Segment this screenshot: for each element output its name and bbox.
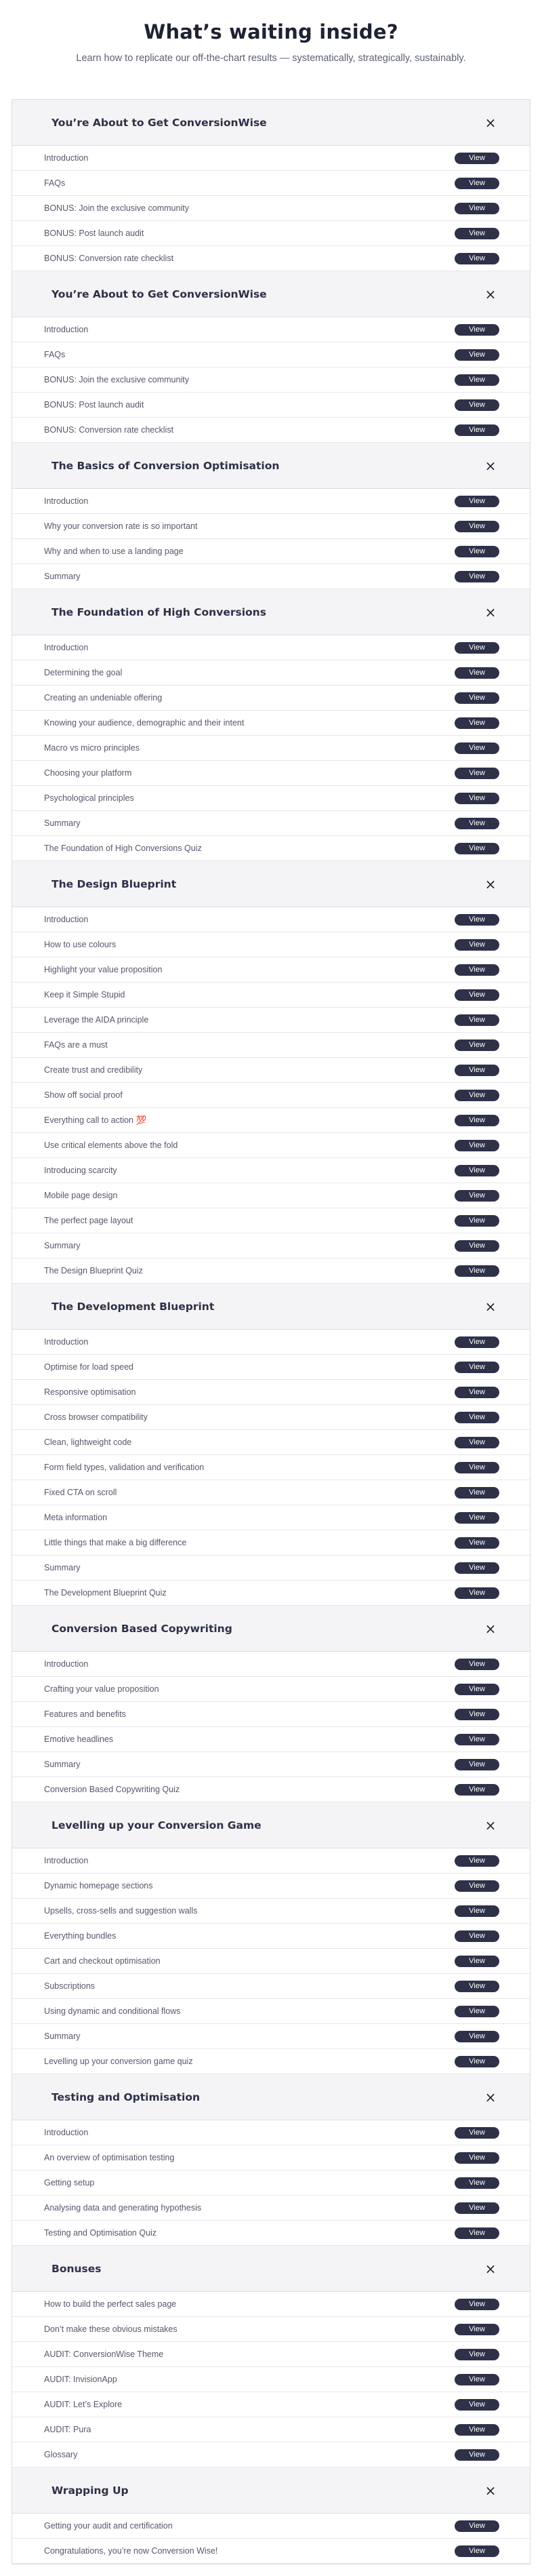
lesson-title: Subscriptions [44,1981,96,1991]
lesson-row [12,418,530,443]
lesson-title: BONUS: Conversion rate checklist [44,254,174,263]
lesson-title: Meta information [44,1513,108,1522]
module-title: You’re About to Get ConversionWise [51,116,267,129]
lesson-row [12,2292,530,2317]
lesson-title: Crafting your value proposition [44,1684,159,1694]
lesson-row [12,196,530,221]
module-header[interactable] [12,1284,530,1330]
view-button[interactable]: View [455,1437,499,1448]
lesson-row [12,1380,530,1405]
lesson-title: Introduction [44,643,89,652]
lesson-row [12,1505,530,1530]
page-title: What’s waiting inside? [144,20,398,43]
lesson-row [12,246,530,271]
lesson-row [12,1330,530,1355]
lesson-row [12,1208,530,1233]
lesson-row [12,907,530,932]
view-button[interactable]: View [455,2520,499,2532]
module-header[interactable] [12,2468,530,2514]
lesson-title: Don’t make these obvious mistakes [44,2324,178,2334]
curriculum-accordion [12,99,530,2564]
view-button[interactable]: View [455,1387,499,1398]
lesson-title: AUDIT: Let’s Explore [44,2400,123,2409]
lesson-title: Macro vs micro principles [44,743,140,753]
lesson-row [12,1530,530,1555]
lesson-row [12,489,530,514]
lesson-row [12,317,530,342]
lesson-row [12,1405,530,1430]
lesson-title: Conversion Based Copywriting Quiz [44,1785,180,1794]
lesson-row [12,1752,530,1777]
lesson-row [12,736,530,761]
view-button[interactable]: View [455,1265,499,1277]
lesson-title: Summary [44,818,81,828]
lesson-row [12,2145,530,2171]
lesson-title: The Design Blueprint Quiz [44,1266,143,1275]
lesson-row [12,1848,530,1874]
module-header[interactable] [12,271,530,317]
lesson-row [12,221,530,246]
lesson-row [12,368,530,393]
view-button[interactable]: View [455,1587,499,1599]
lesson-row [12,2392,530,2417]
lesson-title: FAQs [44,350,66,359]
lesson-title: Psychological principles [44,793,134,803]
lesson-title: BONUS: Join the exclusive community [44,203,189,213]
view-button[interactable]: View [455,843,499,854]
view-button[interactable]: View [455,546,499,557]
view-button[interactable]: View [455,818,499,829]
view-button[interactable]: View [455,1190,499,1202]
view-button[interactable]: View [455,1215,499,1227]
module-title: The Foundation of High Conversions [51,606,266,618]
lesson-title: Show off social proof [44,1090,123,1100]
lesson-row [12,1355,530,1380]
view-button[interactable]: View [455,1014,499,1026]
view-button[interactable]: View [455,1090,499,1101]
view-button[interactable]: View [455,1709,499,1720]
close-icon[interactable]: × [484,1620,497,1637]
lesson-row [12,2442,530,2468]
lesson-row [12,1999,530,2024]
lesson-title: Glossary [44,2450,78,2459]
lesson-row [12,686,530,711]
view-button[interactable]: View [455,793,499,804]
lesson-row [12,1702,530,1727]
lesson-title: AUDIT: ConversionWise Theme [44,2350,164,2359]
view-button[interactable]: View [455,2324,499,2335]
lesson-title: Responsive optimisation [44,1387,136,1397]
lesson-row [12,932,530,957]
lesson-title: Congratulations, you’re now Conversion Wise! [44,2546,218,2556]
view-button[interactable]: View [455,989,499,1001]
view-button[interactable]: View [455,692,499,704]
lesson-row [12,1430,530,1455]
module-title: Testing and Optimisation [51,2090,201,2103]
lesson-title: Summary [44,1563,81,1572]
lesson-row [12,1677,530,1702]
module-title: Wrapping Up [51,2484,129,2497]
view-button[interactable]: View [455,642,499,654]
view-button[interactable]: View [455,1362,499,1373]
view-button[interactable]: View [455,1065,499,1076]
lesson-title: Dynamic homepage sections [44,1881,153,1890]
view-button[interactable]: View [455,2399,499,2411]
lesson-title: Summary [44,572,81,581]
lesson-title: Analysing data and generating hypothesis [44,2203,202,2213]
view-button[interactable]: View [455,1336,499,1348]
lesson-title: Keep it Simple Stupid [44,990,125,999]
view-button[interactable]: View [455,1512,499,1524]
lesson-title: Creating an undeniable offering [44,693,163,702]
module-header[interactable] [12,100,530,146]
view-button[interactable]: View [455,1659,499,1670]
view-button[interactable]: View [455,571,499,582]
lesson-row [12,2367,530,2392]
view-button[interactable]: View [455,1855,499,1867]
lesson-row [12,2221,530,2246]
module-header[interactable] [12,443,530,489]
lesson-row [12,1259,530,1284]
lesson-row [12,1727,530,1752]
module-title: The Design Blueprint [51,877,177,890]
lesson-title: Introduction [44,1337,89,1347]
close-icon[interactable]: × [484,2482,497,2499]
lesson-row [12,1555,530,1581]
lesson-row [12,1158,530,1183]
view-button[interactable]: View [455,1684,499,1695]
view-button[interactable]: View [455,2152,499,2164]
view-button[interactable]: View [455,496,499,507]
lesson-row [12,2196,530,2221]
lesson-title: Introduction [44,1856,89,1865]
view-button[interactable]: View [455,2127,499,2139]
lesson-row [12,1949,530,1974]
lesson-title: How to build the perfect sales page [44,2299,177,2309]
lesson-title: Everything call to action 💯 [44,1115,147,1125]
lesson-title: Cart and checkout optimisation [44,1956,161,1966]
lesson-row [12,146,530,171]
lesson-title: AUDIT: Pura [44,2425,91,2434]
lesson-row [12,393,530,418]
lesson-title: Summary [44,1241,81,1250]
view-button[interactable]: View [455,1981,499,1992]
lesson-row [12,2514,530,2539]
lesson-title: Why your conversion rate is so important [44,521,198,531]
module-title: Conversion Based Copywriting [51,1622,232,1635]
close-icon[interactable]: × [484,1298,497,1315]
lesson-title: FAQs [44,178,66,188]
view-button[interactable]: View [455,768,499,779]
lesson-row [12,660,530,686]
view-button[interactable]: View [455,228,499,239]
close-icon[interactable]: × [484,114,497,131]
view-button[interactable]: View [455,2227,499,2239]
lesson-row [12,1455,530,1480]
lesson-title: Summary [44,2032,81,2041]
lesson-title: The Development Blueprint Quiz [44,1588,167,1598]
lesson-title: Form field types, validation and verification [44,1463,205,1472]
view-button[interactable]: View [455,399,499,411]
view-button[interactable]: View [455,203,499,214]
lesson-title: BONUS: Conversion rate checklist [44,425,174,435]
lesson-row [12,1083,530,1108]
lesson-row [12,811,530,836]
view-button[interactable]: View [455,424,499,436]
lesson-row [12,1924,530,1949]
lesson-title: Introduction [44,153,89,163]
lesson-title: Mobile page design [44,1191,118,1200]
close-icon[interactable]: × [484,285,497,302]
view-button[interactable]: View [455,1784,499,1796]
view-button[interactable]: View [455,178,499,189]
module-title: Levelling up your Conversion Game [51,1819,262,1831]
lesson-row [12,786,530,811]
view-button[interactable]: View [455,521,499,532]
lesson-row [12,1108,530,1133]
view-button[interactable]: View [455,2202,499,2214]
lesson-row [12,2539,530,2564]
lesson-title: Leverage the AIDA principle [44,1015,149,1025]
view-button[interactable]: View [455,1537,499,1549]
view-button[interactable]: View [455,1039,499,1051]
view-button[interactable]: View [455,2449,499,2461]
lesson-row [12,171,530,196]
view-button[interactable]: View [455,1759,499,1770]
lesson-row [12,342,530,368]
lesson-title: Clean, lightweight code [44,1438,132,1447]
lesson-title: How to use colours [44,940,117,949]
lesson-title: Introducing scarcity [44,1166,117,1175]
lesson-row [12,1899,530,1924]
lesson-row [12,1233,530,1259]
lesson-title: BONUS: Post launch audit [44,400,144,410]
lesson-row [12,1033,530,1058]
lesson-title: Levelling up your conversion game quiz [44,2057,193,2066]
lesson-title: Introduction [44,496,89,506]
lesson-row [12,1058,530,1083]
lesson-title: Emotive headlines [44,1735,114,1744]
view-button[interactable]: View [455,1956,499,1967]
lesson-title: Knowing your audience, demographic and their intent [44,718,245,728]
view-button[interactable]: View [455,2299,499,2310]
lesson-title: Highlight your value proposition [44,965,163,974]
view-button[interactable]: View [455,2031,499,2042]
module-header[interactable] [12,2074,530,2120]
lesson-row [12,564,530,589]
lesson-title: Optimise for load speed [44,1362,134,1372]
view-button[interactable]: View [455,2374,499,2385]
lesson-row [12,836,530,861]
lesson-title: Introduction [44,1659,89,1669]
lesson-title: Using dynamic and conditional flows [44,2006,181,2016]
module-title: Bonuses [51,2262,102,2275]
lesson-title: Fixed CTA on scroll [44,1488,117,1497]
lesson-row [12,2120,530,2145]
view-button[interactable]: View [455,742,499,754]
view-button[interactable]: View [455,349,499,361]
lesson-row [12,761,530,786]
page-subtitle: Learn how to replicate our off-the-chart results — systematically, strategically, sustainably. [76,53,466,64]
hero-section [0,0,542,99]
lesson-title: Everything bundles [44,1931,117,1941]
close-icon[interactable]: × [484,1817,497,1834]
close-icon[interactable]: × [484,603,497,620]
view-button[interactable]: View [455,2177,499,2189]
view-button[interactable]: View [455,2006,499,2017]
view-button[interactable]: View [455,1487,499,1499]
module-header[interactable] [12,1606,530,1652]
lesson-title: Getting your audit and certification [44,2521,173,2531]
lesson-row [12,539,530,564]
view-button[interactable]: View [455,667,499,679]
view-button[interactable]: View [455,1412,499,1423]
lesson-title: Introduction [44,2128,89,2137]
lesson-row [12,983,530,1008]
close-icon[interactable]: × [484,2088,497,2105]
lesson-row [12,1652,530,1677]
view-button[interactable]: View [455,914,499,926]
view-button[interactable]: View [455,1880,499,1892]
lesson-title: BONUS: Join the exclusive community [44,375,189,384]
view-button[interactable]: View [455,717,499,729]
lesson-row [12,2317,530,2342]
lesson-title: Getting setup [44,2178,95,2187]
lesson-title: Why and when to use a landing page [44,547,184,556]
module-header[interactable] [12,1802,530,1848]
lesson-title: The perfect page layout [44,1216,133,1225]
view-button[interactable]: View [455,1462,499,1473]
view-button[interactable]: View [455,2349,499,2360]
lesson-title: Little things that make a big difference [44,1538,187,1547]
view-button[interactable]: View [455,1115,499,1126]
module-title: The Development Blueprint [51,1300,215,1313]
lesson-row [12,1974,530,1999]
close-icon[interactable]: × [484,457,497,474]
lesson-row [12,2342,530,2367]
lesson-title: BONUS: Post launch audit [44,229,144,238]
lesson-title: Choosing your platform [44,768,132,778]
view-button[interactable]: View [455,2056,499,2067]
view-button[interactable]: View [455,374,499,386]
view-button[interactable]: View [455,1562,499,1574]
lesson-title: Features and benefits [44,1709,126,1719]
lesson-title: AUDIT: InvisionApp [44,2375,117,2384]
lesson-row [12,1183,530,1208]
view-button[interactable]: View [455,1140,499,1151]
lesson-title: Determining the goal [44,668,123,677]
view-button[interactable]: View [455,324,499,336]
view-button[interactable]: View [455,2545,499,2557]
lesson-row [12,2417,530,2442]
lesson-title: Introduction [44,325,89,334]
lesson-title: An overview of optimisation testing [44,2153,175,2162]
lesson-row [12,514,530,539]
lesson-row [12,2049,530,2074]
lesson-title: Cross browser compatibility [44,1412,148,1422]
view-button[interactable]: View [455,1734,499,1745]
module-header[interactable] [12,589,530,635]
lesson-title: Introduction [44,915,89,924]
lesson-row [12,1133,530,1158]
lesson-row [12,711,530,736]
view-button[interactable]: View [455,253,499,264]
lesson-title: Upsells, cross-sells and suggestion walls [44,1906,198,1916]
module-title: You’re About to Get ConversionWise [51,288,267,300]
lesson-row [12,957,530,983]
lesson-row [12,1777,530,1802]
lesson-row [12,1008,530,1033]
view-button[interactable]: View [455,1165,499,1176]
view-button[interactable]: View [455,1930,499,1942]
lesson-row [12,1480,530,1505]
lesson-title: The Foundation of High Conversions Quiz [44,844,202,853]
view-button[interactable]: View [455,939,499,951]
module-header[interactable] [12,2246,530,2292]
view-button[interactable]: View [455,2424,499,2436]
view-button[interactable]: View [455,964,499,976]
lesson-title: FAQs are a must [44,1040,108,1050]
lesson-row [12,635,530,660]
close-icon[interactable]: × [484,875,497,892]
lesson-row [12,2171,530,2196]
lesson-title: Use critical elements above the fold [44,1141,178,1150]
lesson-title: Summary [44,1760,81,1769]
close-icon[interactable]: × [484,2260,497,2277]
lesson-row [12,2024,530,2049]
lesson-title: Testing and Optimisation Quiz [44,2228,157,2238]
module-header[interactable] [12,861,530,907]
module-title: The Basics of Conversion Optimisation [51,459,280,472]
lesson-row [12,1581,530,1606]
view-button[interactable]: View [455,1905,499,1917]
view-button[interactable]: View [455,1240,499,1252]
lesson-title: Create trust and credibility [44,1065,143,1075]
lesson-row [12,1874,530,1899]
view-button[interactable]: View [455,153,499,164]
